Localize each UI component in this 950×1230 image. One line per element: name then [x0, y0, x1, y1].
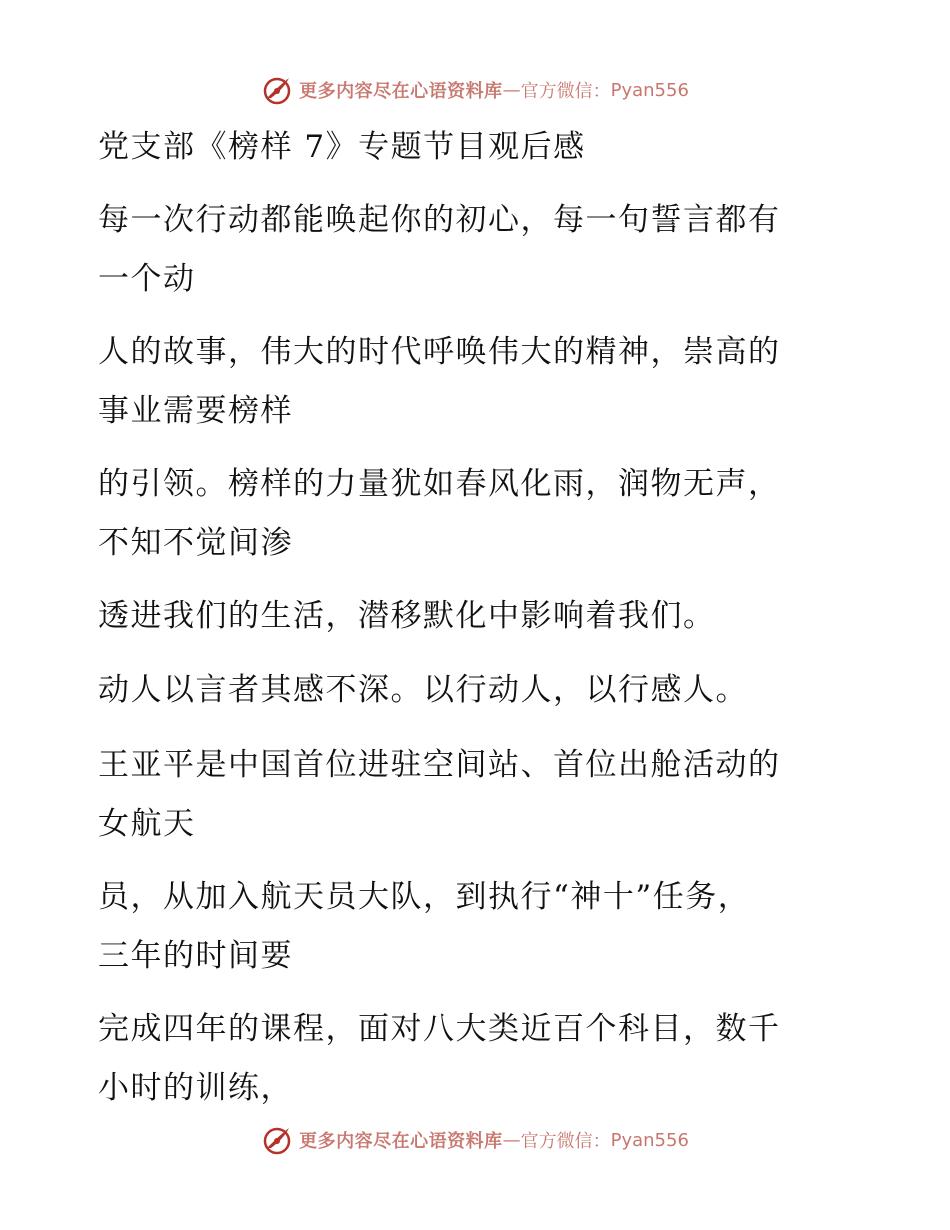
- document-title: 党支部《榜样 7》专题节目观后感: [98, 129, 586, 165]
- quill-logo-icon: [261, 74, 293, 106]
- paragraph-line: 一个动: [98, 261, 196, 297]
- header-watermark: [0, 70, 950, 110]
- watermark-text: 更多内容尽在心语资料库: [299, 81, 503, 102]
- paragraph-line: 完成四年的课程，面对八大类近百个科目，数千: [98, 1011, 781, 1047]
- paragraph-line: 透进我们的生活，潜移默化中影响着我们。: [98, 598, 716, 634]
- paragraph-line: 事业需要榜样: [98, 393, 293, 429]
- quill-logo-icon: [261, 1124, 293, 1156]
- paragraph-line: 王亚平是中国首位进驻空间站、首位出舱活动的: [98, 747, 781, 783]
- paragraph-line: 人的故事，伟大的时代呼唤伟大的精神，崇高的: [98, 334, 781, 370]
- paragraph-line: 的引领。榜样的力量犹如春风化雨，润物无声，: [98, 466, 781, 502]
- paragraph-line: 员，从加入航天员大队，到执行“神十”任务，: [98, 879, 751, 915]
- watermark-dash: —: [502, 79, 521, 101]
- watermark-text: 更多内容尽在心语资料库: [299, 1131, 503, 1152]
- watermark-dash: —: [502, 1129, 521, 1151]
- watermark-wechat-label: 官方微信：: [520, 81, 611, 102]
- watermark-wechat-id: Pyan556: [610, 1129, 689, 1151]
- paragraph-line: 女航天: [98, 806, 196, 842]
- paragraph-line: 动人以言者其感不深。以行动人，以行感人。: [98, 672, 748, 708]
- paragraph-line: 三年的时间要: [98, 938, 293, 974]
- footer-watermark: [0, 1120, 950, 1160]
- paragraph-line: 不知不觉间渗: [98, 525, 293, 561]
- watermark-wechat-id: Pyan556: [610, 79, 689, 101]
- paragraph-line: 小时的训练，: [98, 1070, 293, 1106]
- watermark-wechat-label: 官方微信：: [520, 1131, 611, 1152]
- paragraph-line: 每一次行动都能唤起你的初心，每一句誓言都有: [98, 202, 781, 238]
